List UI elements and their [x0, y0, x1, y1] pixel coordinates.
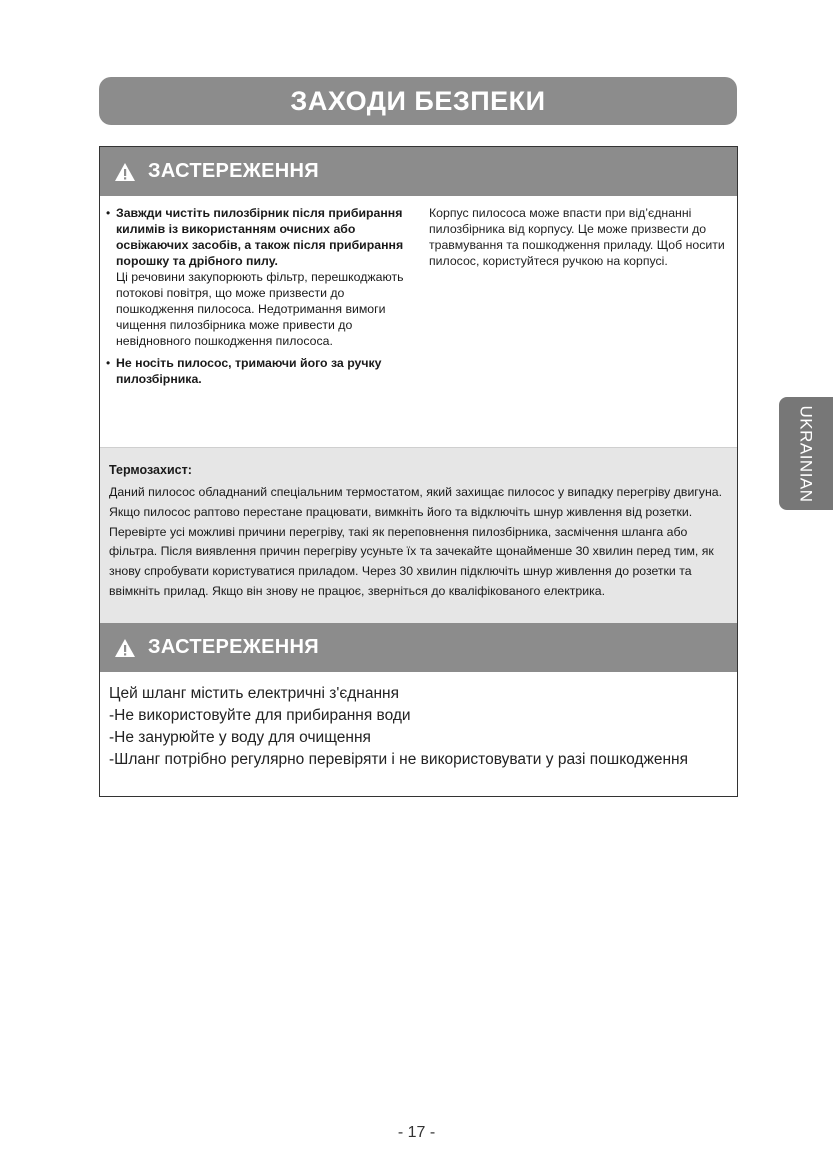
- caution-right-column: [429, 205, 731, 269]
- hose-warning-line: -Шланг потрібно регулярно перевіряти і не використовувати у разі пошкодження: [109, 751, 688, 768]
- hose-warning-line: Цей шланг містить електричні з'єднання: [109, 685, 399, 702]
- bullet-dot: •: [106, 356, 111, 370]
- caution-heading-1: ЗАСТЕРЕЖЕННЯ: [148, 160, 319, 182]
- warning-icon: [114, 638, 136, 658]
- safety-box: [99, 146, 738, 797]
- hose-warning-line: -Не використовуйте для прибирання води: [109, 707, 411, 724]
- language-tab-label: UKRAINIAN: [797, 404, 817, 503]
- hose-warning-list: [109, 683, 709, 771]
- bullet-dot: •: [106, 206, 111, 220]
- caution-item-1-text: Ці речовини закупорюють фільтр, перешкоджають потокові повітря, що може призвести до пошкодження пилососа. Недотримання вимоги чищення пилозбірника може привести до невідновного пошкодження пилососа.: [116, 270, 404, 348]
- language-tab: [779, 397, 833, 510]
- page-number: - 17 -: [397, 1124, 436, 1141]
- page-title: ЗАХОДИ БЕЗПЕКИ: [99, 77, 737, 125]
- caution-item-1-title: Завжди чистіть пилозбірник після прибирання килимів із використанням очисних або освіжаючих засобів, а також після прибирання порошку та дрібного пилу.: [116, 206, 404, 268]
- warning-icon: [114, 162, 136, 182]
- thermal-protection-section: [100, 447, 737, 623]
- caution-item-2: [106, 355, 420, 387]
- caution-heading-2: ЗАСТЕРЕЖЕННЯ: [148, 636, 319, 658]
- caution-item-2-title: Не носіть пилосос, тримаючи його за ручку пилозбірника.: [116, 356, 382, 386]
- thermal-protection-title: Термозахист:: [109, 463, 192, 477]
- caution-right-text: Корпус пилососа може впасти при від’єднанні пилозбірника від корпусу. Це може призвести до травмування та пошкодження приладу. Щоб носити пилосос, користуйтеся ручкою на корпусі.: [429, 206, 725, 268]
- caution-header-2: [100, 623, 737, 672]
- caution-header-1: [100, 147, 737, 196]
- caution-item-1: [106, 205, 420, 349]
- hose-warning-line: -Не занурюйте у воду для очищення: [109, 729, 371, 746]
- thermal-protection-text: Даний пилосос обладнаний спеціальним термостатом, який захищає пилосос у випадку перегріву двигуна. Якщо пилосос раптово перестане працювати, вимкніть його та відключіть шнур живлення від розетки. Перевірте усі можливі причини перегріву, такі як переповнення пилозбірника, засмічення шланга або фільтра. Після виявлення причин перегріву усуньте їх та зачекайте щонайменше 30 хвилин перед тим, як знову спробувати користуватися приладом. Через 30 хвилин підключіть шнур живлення до розетки та ввімкніть прилад. Якщо він знову не працює, зверніться до кваліфікованого електрика.: [109, 485, 722, 598]
- caution-left-column: [106, 205, 420, 387]
